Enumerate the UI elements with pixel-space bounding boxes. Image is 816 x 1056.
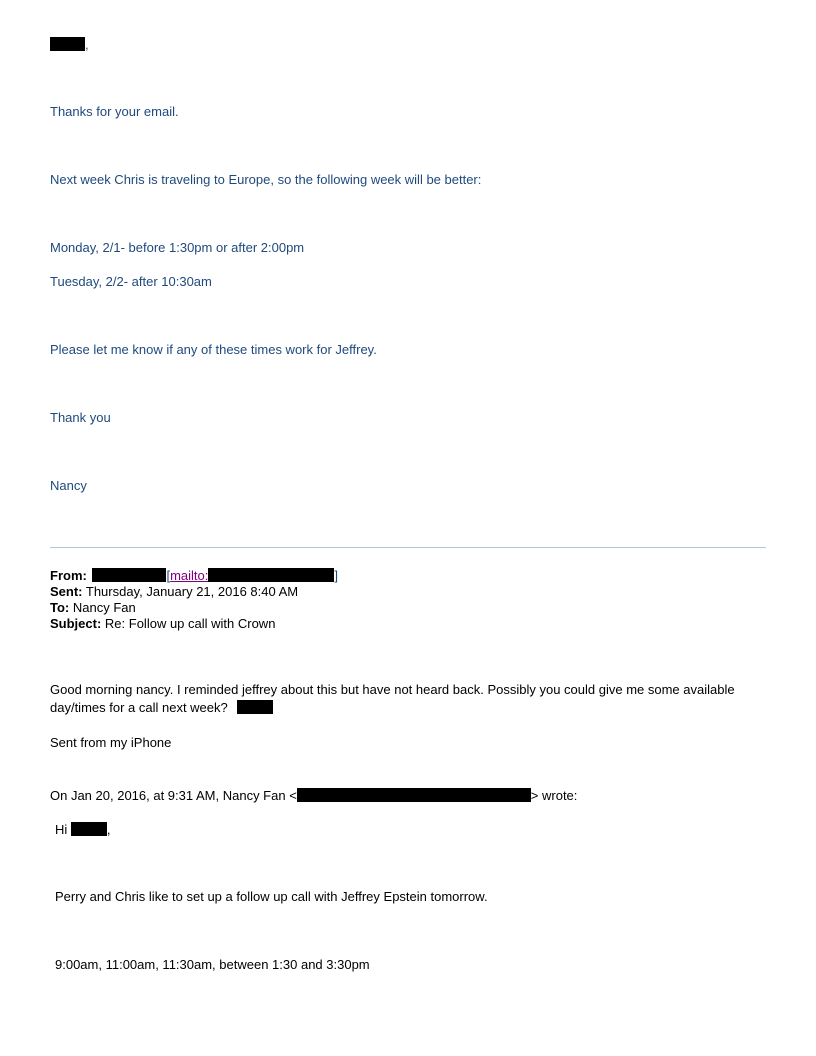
redaction-block bbox=[297, 788, 531, 802]
reply-option-tuesday: Tuesday, 2/2- after 10:30am bbox=[50, 274, 212, 289]
reply-paragraph-schedule: Next week Chris is traveling to Europe, so the following week will be better: bbox=[50, 172, 482, 187]
mailto-open-bracket: [ bbox=[166, 568, 171, 583]
header-to bbox=[50, 600, 136, 615]
subject-label: Subject: bbox=[50, 616, 102, 631]
sent-from-line: Sent from my iPhone bbox=[50, 735, 172, 750]
header-sent bbox=[50, 584, 298, 599]
quoted-times: 9:00am, 11:00am, 11:30am, between 1:30 and 3:30pm bbox=[55, 957, 370, 972]
redaction-block bbox=[208, 568, 334, 582]
message-body bbox=[50, 681, 766, 717]
message-body-text: Good morning nancy. I reminded jeffrey about this but have not heard back. Possibly you could give me some available day/times for a call next week? bbox=[50, 682, 735, 715]
header-subject bbox=[50, 616, 275, 631]
reply-greeting bbox=[50, 37, 89, 52]
subject-value: Re: Follow up call with Crown bbox=[104, 616, 276, 631]
quoted-paragraph: Perry and Chris like to set up a follow up call with Jeffrey Epstein tomorrow. bbox=[55, 889, 488, 904]
header-from bbox=[50, 568, 338, 583]
header-divider bbox=[50, 547, 766, 548]
reply-closing: Thank you bbox=[50, 410, 111, 425]
quote-intro-prefix: On Jan 20, 2016, at 9:31 AM, Nancy Fan < bbox=[50, 788, 297, 803]
to-label: To: bbox=[50, 600, 70, 615]
reply-option-monday: Monday, 2/1- before 1:30pm or after 2:00pm bbox=[50, 240, 305, 255]
redaction-block bbox=[92, 568, 166, 582]
from-label: From: bbox=[50, 568, 87, 583]
quote-intro bbox=[50, 788, 577, 803]
greeting-comma: , bbox=[85, 37, 89, 52]
redaction-block bbox=[237, 700, 273, 714]
mailto-close-bracket: ] bbox=[334, 568, 339, 583]
to-value: Nancy Fan bbox=[72, 600, 136, 615]
quote-intro-suffix: > wrote: bbox=[530, 788, 578, 803]
reply-paragraph-request: Please let me know if any of these times work for Jeffrey. bbox=[50, 342, 377, 357]
quoted-greeting-prefix: Hi bbox=[55, 822, 71, 837]
quoted-greeting-comma: , bbox=[106, 822, 111, 837]
reply-signature: Nancy bbox=[50, 478, 87, 493]
sent-label: Sent: bbox=[50, 584, 83, 599]
redaction-block bbox=[71, 822, 107, 836]
reply-paragraph-thanks: Thanks for your email. bbox=[50, 104, 179, 119]
sent-value: Thursday, January 21, 2016 8:40 AM bbox=[85, 584, 299, 599]
mailto-link[interactable]: mailto: bbox=[170, 568, 209, 583]
quoted-greeting bbox=[55, 822, 111, 837]
redaction-block bbox=[50, 37, 85, 51]
